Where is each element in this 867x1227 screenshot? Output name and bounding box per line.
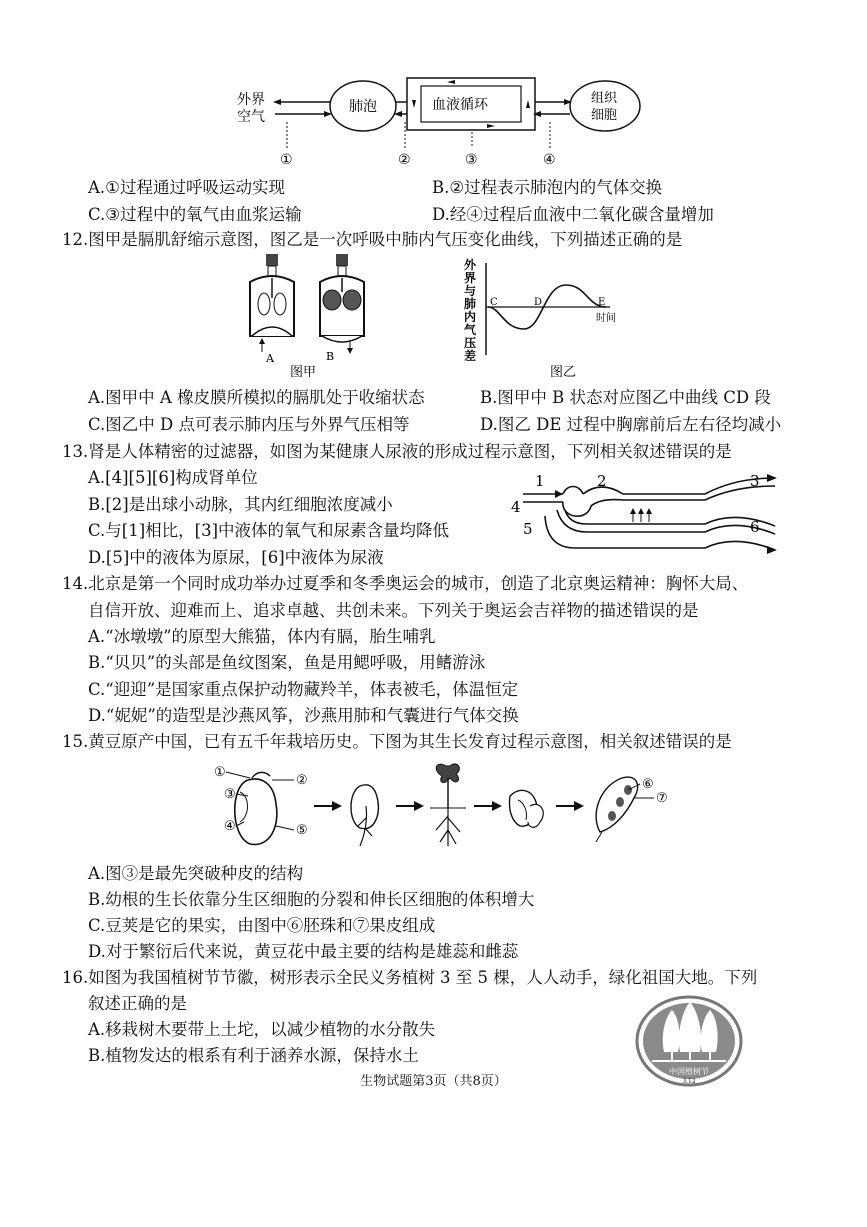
marker-4: ④ xyxy=(543,152,556,168)
q15-stem: 15.黄豆原产中国，已有五千年栽培历史。下图为其生长发育过程示意图，相关叙述错误的是 xyxy=(62,732,732,751)
q13-option-d: D.[5]中的液体为原尿，[6]中液体为尿液 xyxy=(88,548,384,567)
seed-marker-1: ① xyxy=(214,765,226,780)
x-axis-label: 时间 xyxy=(596,313,616,324)
point-e-label: E xyxy=(598,297,606,308)
q12-option-a: A.图甲中 A 橡皮膜所模拟的膈肌处于收缩状态 xyxy=(88,388,425,407)
marker-3: ③ xyxy=(465,152,478,168)
ylabel-char-2: 界 xyxy=(464,271,477,285)
q11-option-d: D.经④过程后血液中二氧化碳含量增加 xyxy=(432,205,714,224)
tissue-cell-shape xyxy=(570,81,640,131)
q16-stem-line-1: 16.如图为我国植树节节徽，树形表示全民义务植树 3 至 5 棵，人人动手，绿化祖国大地。下列 xyxy=(62,968,758,987)
seed-outline xyxy=(235,779,277,844)
nephron-label-4: 4 xyxy=(511,498,521,516)
q13-option-b: B.[2]是出球小动脉，其内红细胞浓度减小 xyxy=(88,495,393,514)
seed-marker-3: ③ xyxy=(224,787,236,802)
q16-option-a: A.移栽树木要带上土坨，以减少植物的水分散失 xyxy=(88,1020,436,1039)
q15-option-d: D.对于繁衍后代来说，黄豆花中最主要的结构是雄蕊和雌蕊 xyxy=(88,942,519,961)
q14-option-b: B.“贝贝”的头部是鱼纹图案，鱼是用鳃呼吸，用鳍游泳 xyxy=(88,653,486,672)
seed-marker-5: ⑤ xyxy=(296,823,308,838)
pressure-curve-figure xyxy=(460,255,640,380)
logo-text: 中国植树节 xyxy=(669,1067,709,1076)
q11-option-b: B.②过程表示肺泡内的气体交换 xyxy=(432,178,663,197)
q15-option-a: A.图③是最先突破种皮的结构 xyxy=(88,864,304,883)
page-footer: 生物试题第3页（共8页） xyxy=(360,1074,507,1089)
ylabel-char-8: 差 xyxy=(464,349,477,363)
outside-air-label-1: 外界 xyxy=(237,92,265,108)
q15-option-c: C.豆荚是它的果实，由图中⑥胚珠和⑦果皮组成 xyxy=(88,916,436,935)
nephron-diagram xyxy=(505,470,795,560)
figure-a-label: A xyxy=(266,352,274,365)
ylabel-char-7: 压 xyxy=(464,336,477,350)
ylabel-char-6: 气 xyxy=(464,323,477,337)
q13-stem: 13.肾是人体精密的过滤器，如图为某健康人尿液的形成过程示意图，下列相关叙述错误的是 xyxy=(62,442,732,461)
figure-yi-caption: 图乙 xyxy=(550,365,577,380)
logo-date: 3.12 xyxy=(682,1078,696,1085)
ylabel-char-5: 内 xyxy=(464,310,477,324)
ylabel-char-4: 肺 xyxy=(464,297,477,311)
point-c-label: C xyxy=(490,297,498,308)
q11-option-c: C.③过程中的氧气由血浆运输 xyxy=(88,205,302,224)
q11-option-a: A.①过程通过呼吸运动实现 xyxy=(88,178,285,197)
q14-stem-line-2: 自信开放、迎难而上、追求卓越、共创未来。下列关于奥运会吉祥物的描述错误的是 xyxy=(88,601,699,620)
q12-stem: 12.图甲是膈肌舒缩示意图，图乙是一次呼吸中肺内气压变化曲线，下列描述正确的是 xyxy=(62,230,683,249)
q13-option-a: A.[4][5][6]构成肾单位 xyxy=(88,468,258,487)
marker-2: ② xyxy=(398,152,411,168)
diaphragm-model-figure xyxy=(240,252,390,380)
nephron-label-2: 2 xyxy=(597,472,607,490)
figure-jia-caption: 图甲 xyxy=(290,365,317,380)
nephron-label-1: 1 xyxy=(535,472,545,490)
q12-option-b: B.图甲中 B 状态对应图乙中曲线 CD 段 xyxy=(480,388,771,407)
q14-option-a: A.“冰墩墩”的原型大熊猫，体内有膈，胎生哺乳 xyxy=(88,627,436,646)
soybean-growth-diagram xyxy=(210,756,690,856)
pod-marker-7: ⑦ xyxy=(656,791,668,806)
q16-option-b: B.植物发达的根系有利于涵养水源，保持水土 xyxy=(88,1046,419,1065)
alveoli-label: 肺泡 xyxy=(349,99,377,115)
point-d-label: D xyxy=(534,297,543,308)
seed-marker-4: ④ xyxy=(224,819,236,834)
respiration-diagram xyxy=(225,72,665,172)
q14-option-d: D.“妮妮”的造型是沙燕风筝，沙燕用肺和气囊进行气体交换 xyxy=(88,706,519,725)
marker-1: ① xyxy=(280,152,293,168)
nephron-label-6: 6 xyxy=(750,518,760,536)
figure-b-label: B xyxy=(326,350,335,363)
tissue-cell-label-1: 组织 xyxy=(591,91,618,106)
seed-marker-2: ② xyxy=(296,773,308,788)
nephron-label-3: 3 xyxy=(750,472,760,490)
ylabel-char-3: 与 xyxy=(464,284,477,298)
q13-option-c: C.与[1]相比，[3]中液体的氧气和尿素含量均降低 xyxy=(88,521,450,540)
ylabel-char-1: 外 xyxy=(464,258,477,272)
q16-stem-line-2: 叙述正确的是 xyxy=(88,994,187,1013)
blood-circulation-label: 血液循环 xyxy=(432,97,488,113)
nephron-label-5: 5 xyxy=(523,520,533,538)
q12-option-d: D.图乙 DE 过程中胸廓前后左右径均减小 xyxy=(480,415,782,434)
q14-stem-line-1: 14.北京是第一个同时成功举办过夏季和冬季奥运会的城市，创造了北京奥运精神：胸怀大局、 xyxy=(62,574,749,593)
q14-option-c: C.“迎迎”是国家重点保护动物藏羚羊，体表被毛，体温恒定 xyxy=(88,680,519,699)
pod-marker-6: ⑥ xyxy=(642,777,654,792)
q15-option-b: B.幼根的生长依靠分生区细胞的分裂和伸长区细胞的体积增大 xyxy=(88,890,535,909)
outside-air-label-2: 空气 xyxy=(237,109,265,125)
q12-option-c: C.图乙中 D 点可表示肺内压与外界气压相等 xyxy=(88,415,410,434)
tissue-cell-label-2: 细胞 xyxy=(591,108,618,123)
